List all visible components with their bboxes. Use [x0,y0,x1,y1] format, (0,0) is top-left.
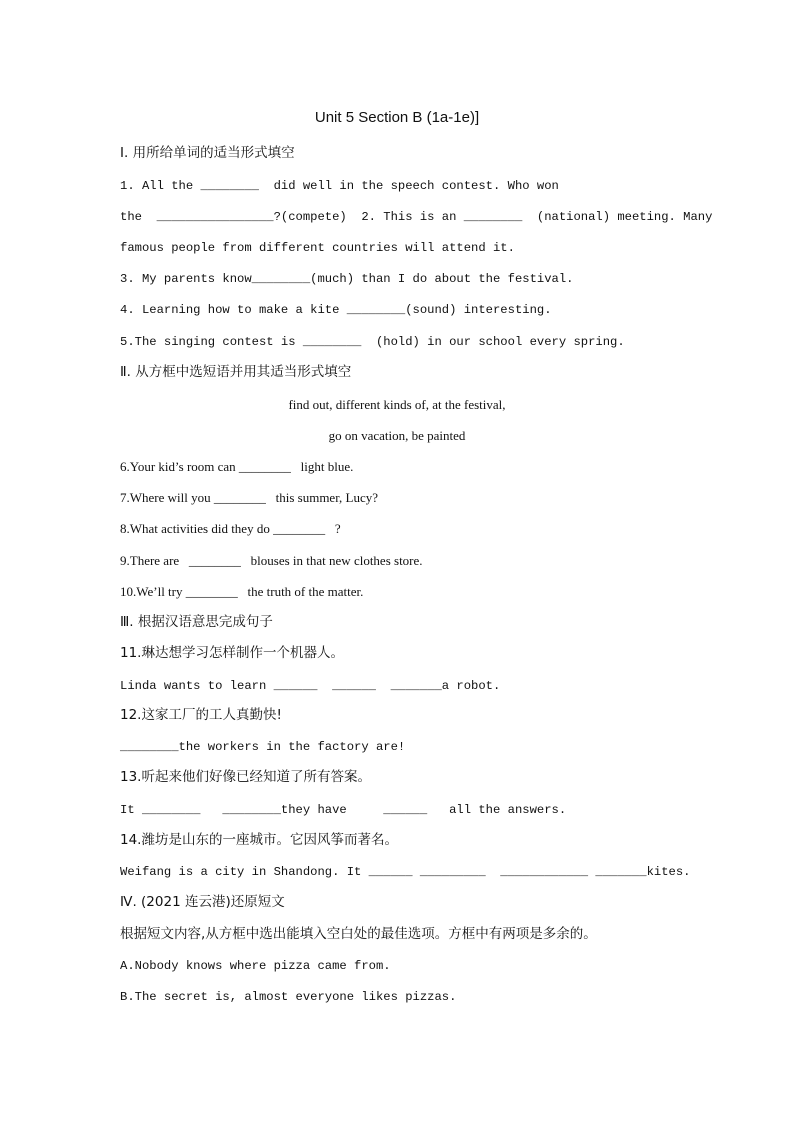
question-line: ________the workers in the factory are! [120,740,406,754]
page-title: Unit 5 Section B (1a-1e)] [314,109,480,126]
question-line: 1. All the ________ did well in the speech contest. Who won [120,179,559,193]
question-line: famous people from different countries will attend it. [120,241,515,255]
section-3-heading: Ⅲ. 根据汉语意思完成句子 [120,614,273,630]
question-line: 9.There are ________ blouses in that new clothes store. [120,553,423,568]
chinese-prompt: 12.这家工厂的工人真勤快! [120,707,282,723]
question-line: 8.What activities did they do ________ ? [120,521,341,536]
section-4-heading: Ⅳ. (2021 连云港)还原短文 [120,894,285,910]
question-line: 7.Where will you ________ this summer, Lucy? [120,490,378,505]
section-4-instruction: 根据短文内容,从方框中选出能填入空白处的最佳选项。方框中有两项是多余的。 [120,926,597,942]
question-line: 3. My parents know________(much) than I do about the festival. [120,272,574,286]
option-line: A.Nobody knows where pizza came from. [120,959,391,973]
phrase-box-line: go on vacation, be painted [328,428,466,443]
question-line: 6.Your kid’s room can ________ light blue. [120,459,354,474]
chinese-prompt: 14.潍坊是山东的一座城市。它因风筝而著名。 [120,832,398,848]
phrase-box-line: find out, different kinds of, at the festival, [288,397,506,412]
question-line: It ________ ________they have ______ all the answers. [120,803,567,817]
option-line: B.The secret is, almost everyone likes pizzas. [120,990,457,1004]
question-line: Linda wants to learn ______ ______ _______a robot. [120,679,501,693]
question-line: 4. Learning how to make a kite ________(sound) interesting. [120,303,552,317]
chinese-prompt: 11.琳达想学习怎样制作一个机器人。 [120,645,344,661]
section-2-heading: Ⅱ. 从方框中选短语并用其适当形式填空 [120,364,352,380]
section-1-heading: Ⅰ. 用所给单词的适当形式填空 [120,145,295,161]
question-line: the ________________?(compete) 2. This is an ________ (national) meeting. Many [120,210,713,224]
question-line: 10.We’ll try ________ the truth of the matter. [120,584,364,599]
question-line: 5.The singing contest is ________ (hold) in our school every spring. [120,335,625,349]
question-line: Weifang is a city in Shandong. It ______ _________ ____________ _______kites. [120,865,691,879]
chinese-prompt: 13.听起来他们好像已经知道了所有答案。 [120,769,371,785]
